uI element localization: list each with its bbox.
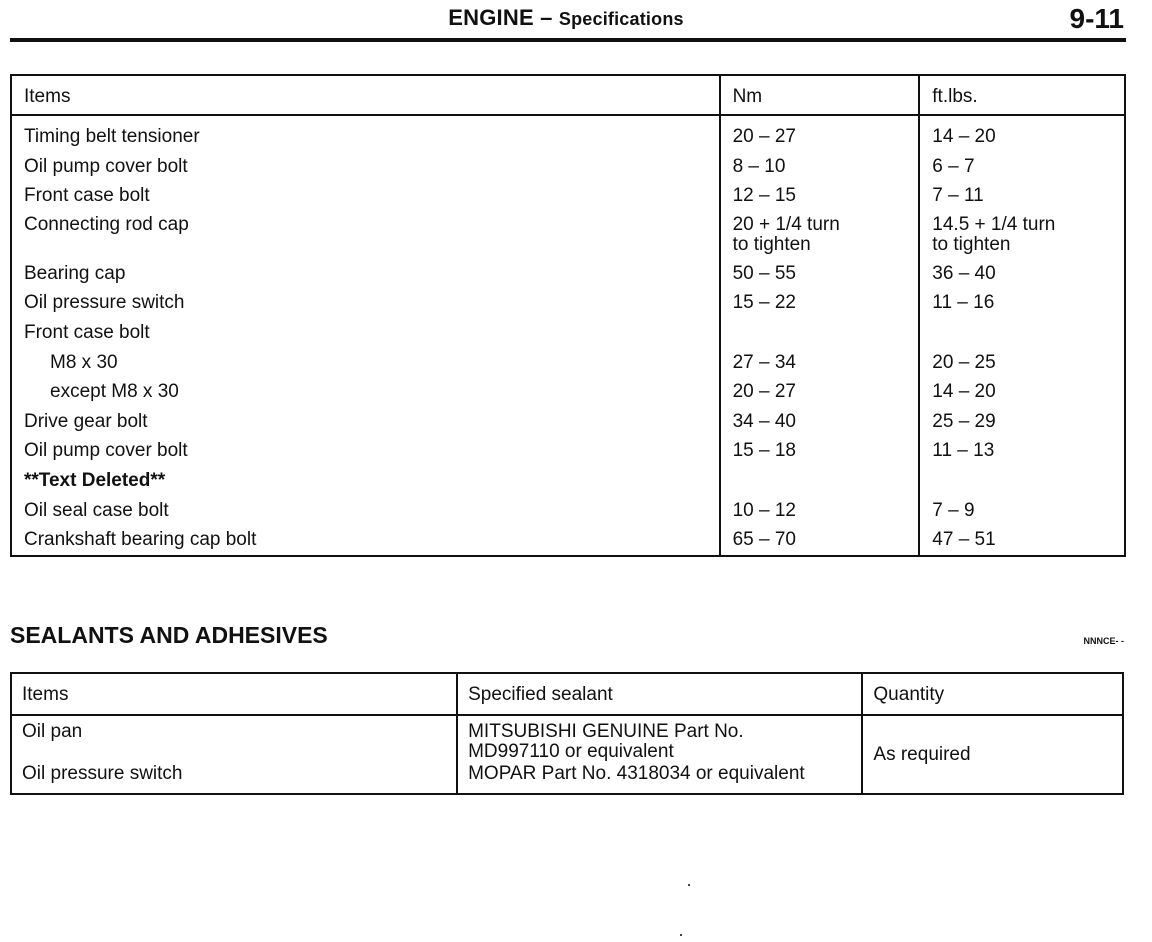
table-row	[11, 436, 1125, 466]
nm-cell	[720, 466, 920, 496]
nm-cell: 15 – 22	[720, 288, 920, 318]
table-header-row	[11, 75, 1125, 115]
column-header-ftlbs: ft.lbs.	[919, 75, 1125, 115]
item-cell: Oil pump cover bolt	[11, 152, 720, 182]
item-cell: **Text Deleted**	[11, 466, 720, 496]
sealant-line-2: MD997110 or equivalent	[468, 741, 674, 762]
table-row	[11, 181, 1125, 211]
nm-cell	[720, 318, 920, 348]
table-row	[11, 715, 1123, 762]
nm-cell: 27 – 34	[720, 348, 920, 378]
table-row	[11, 525, 1125, 556]
ftlbs-cell	[919, 318, 1125, 348]
nm-cell: 34 – 40	[720, 407, 920, 437]
table-row	[11, 259, 1125, 289]
item-cell: Front case bolt	[11, 181, 720, 211]
table-row	[11, 496, 1125, 526]
item-cell: Crankshaft bearing cap bolt	[11, 525, 720, 556]
sealant-cell: MOPAR Part No. 4318034 or equivalent	[457, 762, 862, 794]
column-header-sealant: Specified sealant	[457, 673, 862, 715]
ftlbs-cell: 47 – 51	[919, 525, 1125, 556]
table-row	[11, 466, 1125, 496]
nm-line-2: to tighten	[732, 233, 811, 255]
ftlbs-cell: 11 – 16	[919, 288, 1125, 318]
item-cell: Oil pan	[11, 715, 457, 762]
table-row	[11, 288, 1125, 318]
table-row	[11, 318, 1125, 348]
item-cell: except M8 x 30	[11, 377, 720, 407]
item-cell: M8 x 30	[11, 348, 720, 378]
table-row	[11, 115, 1125, 152]
nm-cell: 8 – 10	[720, 152, 920, 182]
table-row	[11, 377, 1125, 407]
item-cell: Connecting rod cap	[11, 211, 720, 259]
ftlbs-cell: 25 – 29	[919, 407, 1125, 437]
ftlbs-line-2: to tighten	[932, 233, 1011, 255]
column-header-items: Items	[11, 673, 457, 715]
scan-speck	[688, 884, 690, 886]
nm-cell: 10 – 12	[720, 496, 920, 526]
item-cell: Oil pressure switch	[11, 762, 457, 794]
scan-speck	[680, 934, 682, 936]
ftlbs-line-1: 14.5 + 1/4 turn	[932, 213, 1056, 235]
sealants-table	[10, 672, 1124, 795]
item-cell: Timing belt tensioner	[11, 115, 720, 152]
ftlbs-cell	[919, 466, 1125, 496]
item-cell: Oil pump cover bolt	[11, 436, 720, 466]
column-header-nm: Nm	[720, 75, 920, 115]
ftlbs-cell: 7 – 11	[919, 181, 1125, 211]
ftlbs-cell: 20 – 25	[919, 348, 1125, 378]
table-row	[11, 348, 1125, 378]
torque-specifications-table	[10, 74, 1126, 557]
table-header-row	[11, 673, 1123, 715]
nm-cell: 12 – 15	[720, 181, 920, 211]
ftlbs-cell: 36 – 40	[919, 259, 1125, 289]
title-subtitle: Specifications	[558, 9, 684, 29]
section-title-sealants: SEALANTS AND ADHESIVES	[10, 622, 328, 648]
sealant-line-1: MITSUBISHI GENUINE Part No.	[468, 721, 744, 742]
nm-cell	[720, 211, 920, 259]
nm-cell: 65 – 70	[720, 525, 920, 556]
ftlbs-cell: 6 – 7	[919, 152, 1125, 182]
title-main: ENGINE	[448, 5, 534, 30]
nm-cell: 15 – 18	[720, 436, 920, 466]
title-separator: –	[540, 5, 553, 30]
item-cell: Oil seal case bolt	[11, 496, 720, 526]
nm-cell: 20 – 27	[720, 115, 920, 152]
column-header-items: Items	[11, 75, 720, 115]
nm-line-1: 20 + 1/4 turn	[732, 213, 840, 235]
ftlbs-cell	[919, 211, 1125, 259]
nm-cell: 20 – 27	[720, 377, 920, 407]
quantity-cell: As required	[862, 715, 1123, 794]
table-row	[11, 152, 1125, 182]
page-number: 9-11	[1069, 3, 1124, 34]
ftlbs-cell: 14 – 20	[919, 115, 1125, 152]
item-cell: Oil pressure switch	[11, 288, 720, 318]
item-cell: Bearing cap	[11, 259, 720, 289]
table-row	[11, 211, 1125, 259]
nm-cell: 50 – 55	[720, 259, 920, 289]
item-cell: Front case bolt	[11, 318, 720, 348]
section-code: NNNCE- -	[1083, 636, 1124, 646]
ftlbs-cell: 7 – 9	[919, 496, 1125, 526]
ftlbs-cell: 14 – 20	[919, 377, 1125, 407]
sealant-cell	[457, 715, 862, 762]
table-row	[11, 407, 1125, 437]
ftlbs-cell: 11 – 13	[919, 436, 1125, 466]
column-header-quantity: Quantity	[862, 673, 1123, 715]
item-cell: Drive gear bolt	[11, 407, 720, 437]
page-title	[0, 5, 1132, 31]
header-rule	[10, 38, 1126, 42]
